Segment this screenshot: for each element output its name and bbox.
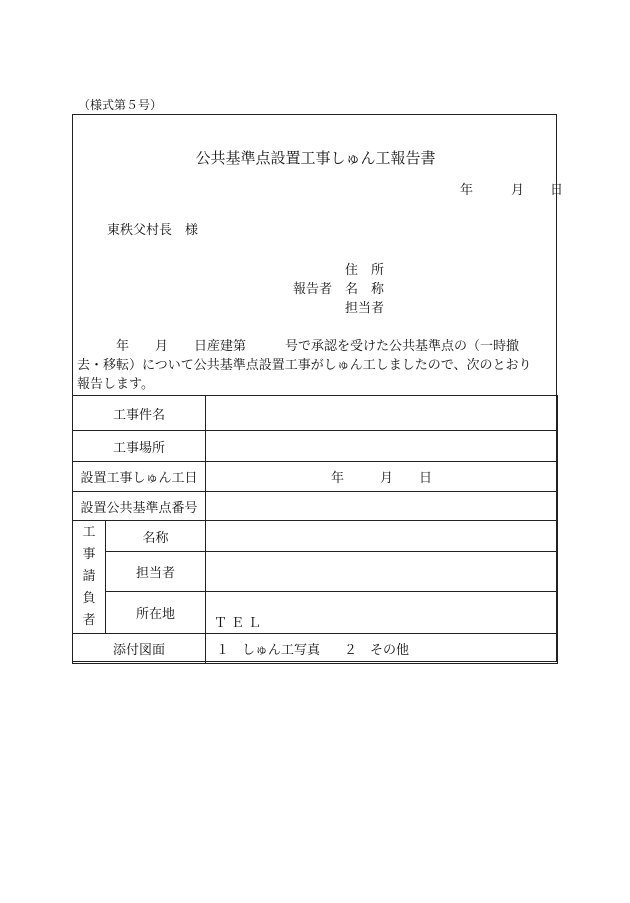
info-table xyxy=(72,395,558,664)
tel-label: ＴＥＬ xyxy=(214,616,266,631)
report-date xyxy=(460,179,563,198)
report-form xyxy=(72,114,564,662)
work-name-field[interactable] xyxy=(206,396,558,431)
reporter-person-label: 担当者 xyxy=(345,301,385,316)
body-line-2: 去・移転）について公共基準点設置工事がしゅん工しましたので、次のとおり xyxy=(77,358,532,373)
table-row xyxy=(73,492,558,521)
table-row xyxy=(73,396,558,431)
contractor-char: 負 xyxy=(82,591,96,606)
reporter-label: 報告者 xyxy=(293,282,333,297)
date-day: 日 xyxy=(550,183,564,198)
completion-date-field[interactable] xyxy=(206,462,558,492)
contractor-location-label: 所在地 xyxy=(106,592,206,634)
table-row xyxy=(73,592,558,634)
body-line-3: 報告します。 xyxy=(77,377,154,392)
date-year: 年 xyxy=(460,183,474,198)
completion-day: 日 xyxy=(419,471,433,486)
point-number-field[interactable] xyxy=(206,492,558,521)
contractor-char: 事 xyxy=(82,547,96,562)
point-number-label: 設置公共基準点番号 xyxy=(73,492,206,521)
table-row xyxy=(73,462,558,492)
table-row xyxy=(73,634,558,664)
report-body xyxy=(77,337,553,394)
attachment-item-1: １ しゅん工写真 xyxy=(216,643,321,658)
contractor-label xyxy=(73,521,106,634)
contractor-name-label: 名称 xyxy=(106,521,206,552)
table-row xyxy=(73,431,558,462)
completion-month: 月 xyxy=(380,471,394,486)
addressee: 東秩父村長 様 xyxy=(107,223,199,238)
form-id: （様式第５号） xyxy=(78,98,163,112)
date-month: 月 xyxy=(511,183,525,198)
reporter-address-label: 住 所 xyxy=(345,263,385,278)
contractor-char: 者 xyxy=(82,613,96,628)
reporter-name-label: 名 称 xyxy=(345,282,385,297)
table-row xyxy=(73,521,558,552)
contractor-char: 工 xyxy=(82,525,96,540)
table-row xyxy=(73,552,558,592)
work-place-label: 工事場所 xyxy=(73,431,206,462)
work-name-label: 工事件名 xyxy=(73,396,206,431)
work-place-field[interactable] xyxy=(206,431,558,462)
attachment-item-2: ２ その他 xyxy=(344,643,410,658)
attachment-label: 添付図面 xyxy=(73,634,206,664)
body-line-1: 年 月 日産建第 号で承認を受けた公共基準点の（一時撤 xyxy=(77,339,520,354)
completion-year: 年 xyxy=(330,471,344,486)
contractor-location-field[interactable] xyxy=(206,592,558,634)
contractor-person-field[interactable] xyxy=(206,552,558,592)
attachment-field xyxy=(206,634,558,664)
completion-date-label: 設置工事しゅん工日 xyxy=(73,462,206,492)
form-title: 公共基準点設置工事しゅん工報告書 xyxy=(195,149,436,167)
contractor-person-label: 担当者 xyxy=(106,552,206,592)
contractor-name-field[interactable] xyxy=(206,521,558,552)
contractor-char: 請 xyxy=(82,569,96,584)
